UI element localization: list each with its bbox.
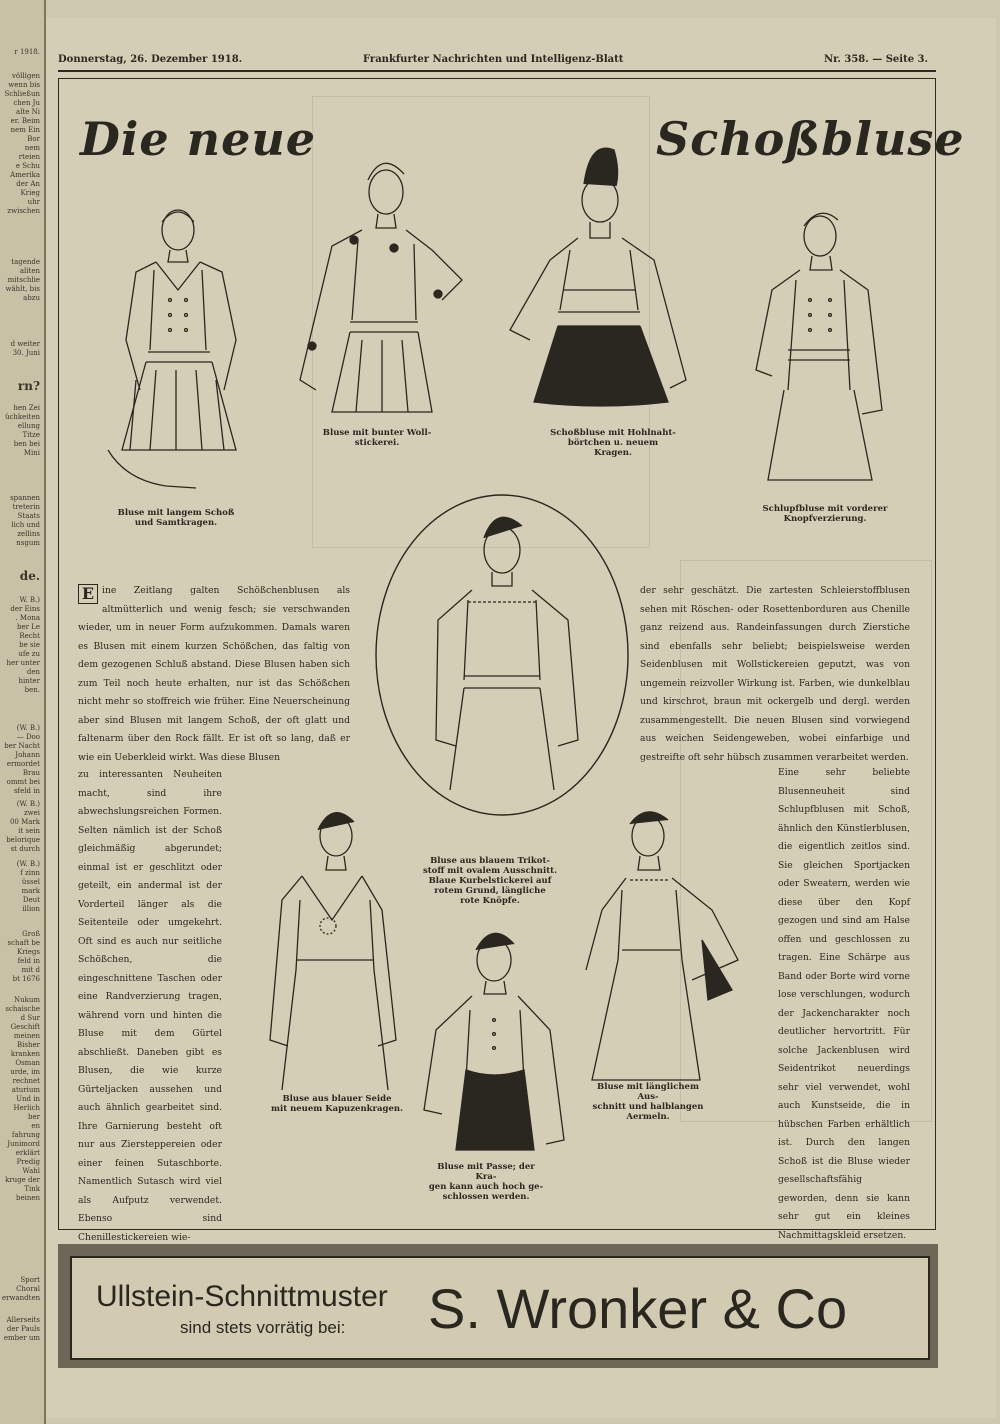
fashion-illustration-8: [572, 800, 742, 1090]
header-date: Donnerstag, 26. Dezember 1918.: [58, 54, 243, 65]
gutter-fragment: tagende aliten mitschlie wählt, bis abzu: [5, 258, 40, 302]
fashion-illustration-2: [292, 150, 472, 420]
fashion-illustration-7: [414, 920, 574, 1160]
gutter-fragment: d weiter 30. Juni: [10, 340, 40, 357]
gutter-fragment: de.: [19, 569, 40, 583]
fashion-illustration-3: [490, 140, 710, 420]
header-rule: [58, 70, 936, 72]
header-page-number: Nr. 358. — Seite 3.: [823, 54, 928, 65]
page-header: [58, 50, 928, 72]
article-text: ine Zeitlang galten Schößchenblusen als altmütterlich und wenig fesch; sie verschwanden wieder, um in neuer Form aufzukommen. Damals waren es Blusen mit einem kurzen Schößchen, das faltig von dem gezogenen Schluß abstand. Diese Blusen haben sich zum Teil noch heute erhalten, nur ist das Schößchen nicht mehr so stoffreich wie früher. Eine Neuerscheinung aber sind Blusen mit langem Schoß, der oft glatt und faltenarm über den Rock fällt. Er ist oft so lang, daß er wie ein Ueberkleid wirkt. Was diese Blusen: [78, 585, 350, 763]
previous-page-gutter: [0, 0, 46, 1424]
fashion-illustration-4: [744, 200, 894, 490]
headline-left: Die neue: [80, 112, 317, 166]
gutter-fragment: völligen wenn bis Schließun chen Ju alte Ni er. Beim nem Ein Bor nem rteien e Schu Amerika der An Krieg uhr zwischen: [4, 72, 40, 215]
gutter-fragment: W. B.) der Eins . Mona ber Le Recht be sie ufe zu her unter den hinter ben.: [6, 596, 40, 694]
ad-firm-name: S. Wronker & Co: [428, 1277, 848, 1340]
article-column-1-narrow: [78, 766, 222, 1247]
gutter-fragment: (W. B.) — Doo ber Nacht Johann ermordet Brau ommt bei sfeld in: [4, 724, 40, 795]
caption-fig6: Bluse aus blauer Seide mit neuem Kapuzenkragen.: [270, 1094, 404, 1114]
gutter-fragment: hen Zei üchkeiten ellung Titze ben bei Mini: [4, 404, 40, 457]
header-newspaper-title: Frankfurter Nachrichten und Intelligenz-Blatt: [363, 54, 624, 65]
gutter-fragment: Nukum schaische d Sur Geschift meinen Bisher kranken Osman urde, im rechnet aturium Und in Herlich ber en fahrung Junimord erklärt Predig Wahl kruge der Tink beinen: [5, 996, 40, 1202]
article-text: zu interessanten Neuheiten macht, sind ihre abwechslungsreichen Formen. Selten nämlich ist der Schoß gleichmäßig abgerundet; einmal ist er geschlitzt oder geteilt, ein andermal ist der Vorderteil länger als die Seitenteile oder umgekehrt. Oft sind es auch nur seitliche Schößchen, die eingeschnittene Taschen oder eine Randverzierung tragen, während vorn und hinten die Bluse mit dem Gürtel abschließt. Daneben gibt es Blusen, die wie kurze Gürteljacken aussehen und auch ähnlich gearbeitet sind. Ihre Garnierung besteht oft nur aus Ziersteppereien oder einer feinen Sutaschborte. Namentlich Sutasch wird viel als Aufputz verwendet. Ebenso sind Chenillestickereien wie-: [78, 769, 222, 1243]
caption-fig5: Bluse aus blauem Trikot- stoff mit ovalem Ausschnitt. Blaue Kurbelstickerei auf rotem Grund, längliche rote Knöpfe.: [422, 856, 558, 906]
article-text: Eine sehr beliebte Blusenneuheit sind Schlupfblusen mit Schoß, ähnlich den Künstlerblusen, die eigentlich zeitlos sind. Sie gleichen Sportjacken oder Sweatern, werden wie diese über den Kopf gezogen und sind am Halse offen und geschlossen zu tragen. Eine Schärpe aus Band oder Borte wird vorne lose verschlungen, wodurch der Jackencharakter noch deutlicher hervortritt. Für solche Jackenblusen wird Seidentrikot neuerdings sehr viel verwendet, wohl auch Kunstseide, die in hübschen Farben erhältlich ist. Durch den langen Schoß ist die Bluse wieder gesellschaftsfähig geworden, denn sie kann sehr gut ein kleines Nachmittagskleid ersetzen.: [778, 767, 910, 1241]
advertisement-panel: [70, 1256, 930, 1360]
gutter-fragment: rn?: [17, 379, 40, 393]
ad-pattern-brand: Ullstein-Schnittmuster: [96, 1280, 388, 1313]
article-text: der sehr geschätzt. Die zartesten Schleierstoffblusen sehen mit Röschen- oder Rosettenborduren aus Chenille ganz reizend aus. Randeinfassungen durch Zierstiche sind ebenfalls sehr beliebt; beispielsweise werden Seidenblusen mit Wollstickereien geputzt, was von ungemein reizvoller Wirkung ist. Farben, wie dunkelblau und kirschrot, braun mit ockergelb und dergl. werden zusammengestellt. Die neuen Blusen sind vorwiegend aus weichen Seidengeweben, wobei einfarbige und gestreifte oft sehr hübsch zusammen verarbeitet werden.: [640, 585, 910, 763]
gutter-fragment: Allerseits der Pauls ember um: [3, 1316, 40, 1342]
oval-fashion-illustration: [372, 490, 632, 820]
caption-fig3: Schoßbluse mit Hohlnaht- börtchen u. neuem Kragen.: [550, 428, 676, 458]
drop-cap: E: [78, 584, 98, 604]
headline-right: Schoßbluse: [656, 112, 965, 166]
gutter-fragment: Groß schaft be Kriegs feld in mit d bt 1676: [7, 930, 40, 983]
advertisement: [58, 1244, 938, 1368]
caption-fig7: Bluse mit Passe; der Kra- gen kann auch hoch ge- schlossen werden.: [428, 1162, 544, 1202]
gutter-fragment: r 1918.: [14, 48, 40, 56]
gutter-fragment: spannen treterin Staats lich und zellins nsgum: [10, 494, 40, 547]
article-column-2-top: [640, 582, 910, 767]
fashion-illustration-1: [96, 200, 256, 500]
gutter-fragment: (W. B.) zwei 00 Mark it sein belorique st durch: [6, 800, 40, 853]
caption-fig1: Bluse mit langem Schoß und Samtkragen.: [117, 508, 235, 528]
gutter-fragment: Sport Choral erwandten: [2, 1276, 41, 1302]
gutter-fragment: (W. B.) f zinn üssel mark Deut illion: [16, 860, 40, 913]
caption-fig4: Schlupfbluse mit vorderer Knopfverzierung.: [762, 504, 888, 524]
article-column-1-top: [78, 582, 350, 767]
article-column-2-narrow: [778, 764, 910, 1264]
caption-fig2: Bluse mit bunter Woll- stickerei.: [322, 428, 432, 448]
caption-fig8: Bluse mit länglichem Aus- schnitt und halblangen Aermeln.: [592, 1082, 704, 1122]
ad-availability-text: sind stets vorrätig bei:: [180, 1318, 346, 1337]
fashion-illustration-6: [262, 800, 412, 1090]
